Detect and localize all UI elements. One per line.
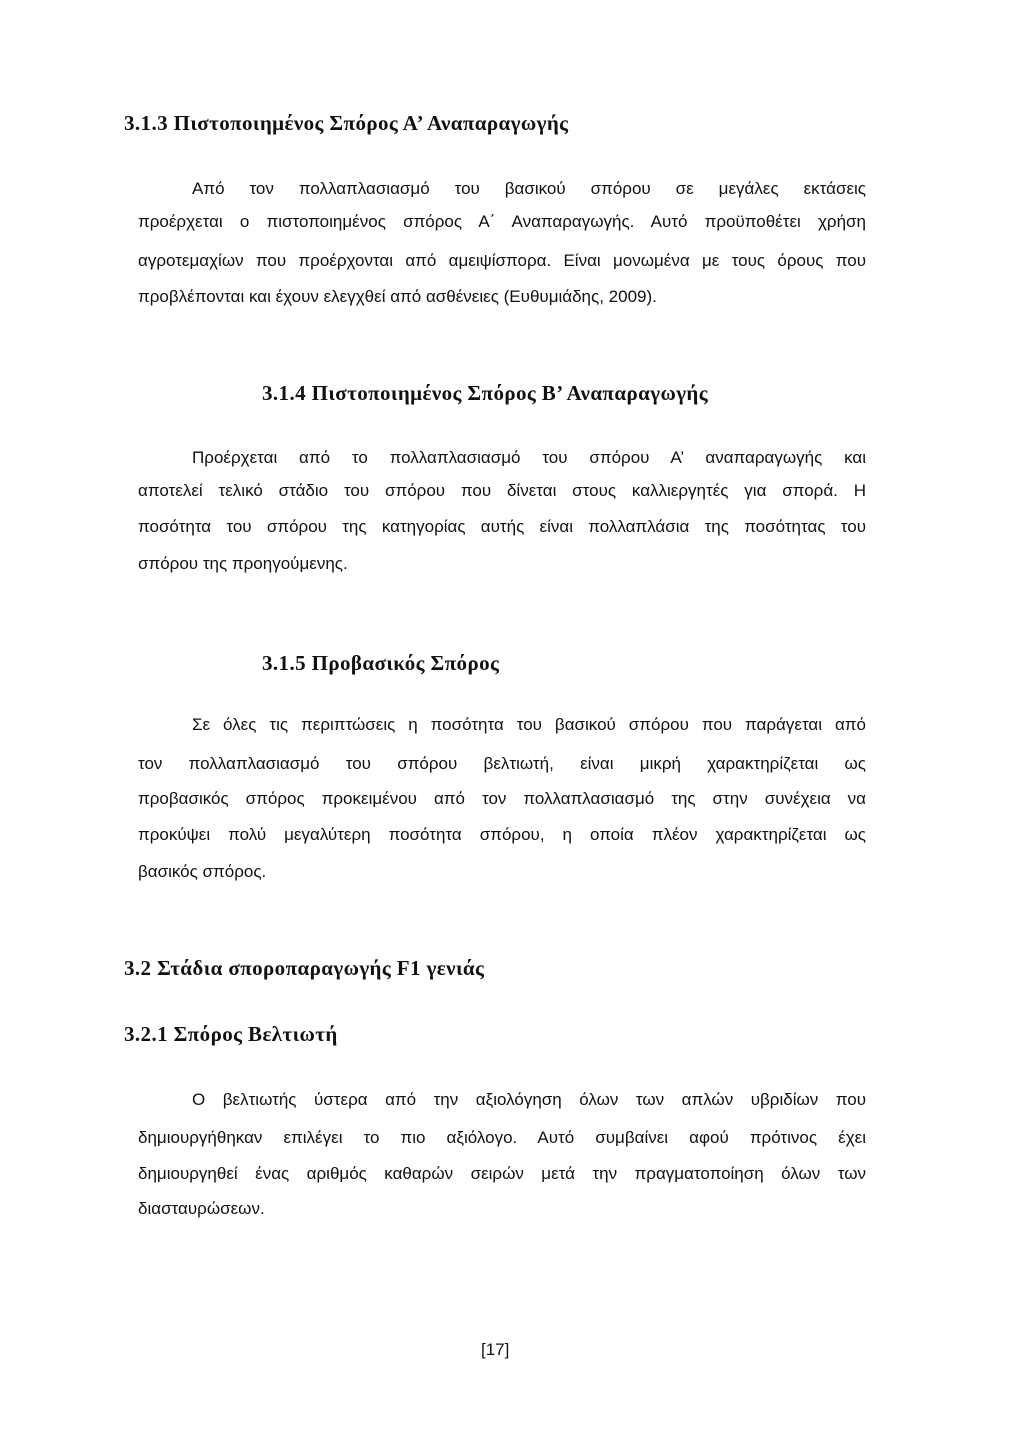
paragraph-line: Προέρχεται από το πολλαπλασιασμό του σπόρου Α’ αναπαραγωγής και: [192, 448, 866, 467]
paragraph-line: προέρχεται ο πιστοποιημένος σπόρος Α΄ Αναπαραγωγής. Αυτό προϋποθέτει χρήση: [138, 212, 866, 231]
section-heading-3-2: 3.2 Στάδια σποροπαραγωγής F1 γενιάς: [124, 956, 485, 980]
paragraph-line: προκύψει πολύ μεγαλύτερη ποσότητα σπόρου, η οποία πλέον χαρακτηρίζεται ως: [138, 825, 866, 844]
paragraph-line: ποσότητα του σπόρου της κατηγορίας αυτής είναι πολλαπλάσια της ποσότητας του: [138, 517, 866, 536]
section-heading-3-1-5: 3.1.5 Προβασικός Σπόρος: [262, 651, 500, 675]
paragraph-line: αγροτεμαχίων που προέρχονται από αμειψίσπορα. Είναι μονωμένα με τους όρους που: [138, 251, 866, 270]
paragraph-line: προβασικός σπόρος προκειμένου από τον πολλαπλασιασμό της στην συνέχεια να: [138, 789, 866, 808]
paragraph-line: διασταυρώσεων.: [138, 1199, 265, 1218]
section-heading-3-1-4: 3.1.4 Πιστοποιημένος Σπόρος Β’ Αναπαραγωγής: [262, 381, 708, 405]
paragraph-line: Από τον πολλαπλασιασμό του βασικού σπόρου σε μεγάλες εκτάσεις: [192, 179, 866, 198]
paragraph-line: σπόρου της προηγούμενης.: [138, 554, 348, 573]
paragraph-line: τον πολλαπλασιασμό του σπόρου βελτιωτή, είναι μικρή χαρακτηρίζεται ως: [138, 754, 866, 773]
paragraph-line: βασικός σπόρος.: [138, 862, 267, 881]
paragraph-line: αποτελεί τελικό στάδιο του σπόρου που δίνεται στους καλλιεργητές για σπορά. Η: [138, 481, 866, 500]
paragraph-line: Ο βελτιωτής ύστερα από την αξιολόγηση όλων των απλών υβριδίων που: [192, 1090, 866, 1109]
page-number: [17]: [481, 1340, 510, 1359]
paragraph-line: Σε όλες τις περιπτώσεις η ποσότητα του βασικού σπόρου που παράγεται από: [192, 715, 866, 734]
paragraph-line: προβλέπονται και έχουν ελεγχθεί από ασθένειες (Ευθυμιάδης, 2009).: [138, 287, 657, 306]
paragraph-line: δημιουργηθεί ένας αριθμός καθαρών σειρών μετά την πραγματοποίηση όλων των: [138, 1164, 866, 1183]
paragraph-line: δημιουργήθηκαν επιλέγει το πιο αξιόλογο. Αυτό συμβαίνει αφού πρότινος έχει: [138, 1128, 866, 1147]
section-heading-3-1-3: 3.1.3 Πιστοποιημένος Σπόρος Α’ Αναπαραγωγής: [124, 111, 569, 135]
section-heading-3-2-1: 3.2.1 Σπόρος Βελτιωτή: [124, 1022, 338, 1046]
